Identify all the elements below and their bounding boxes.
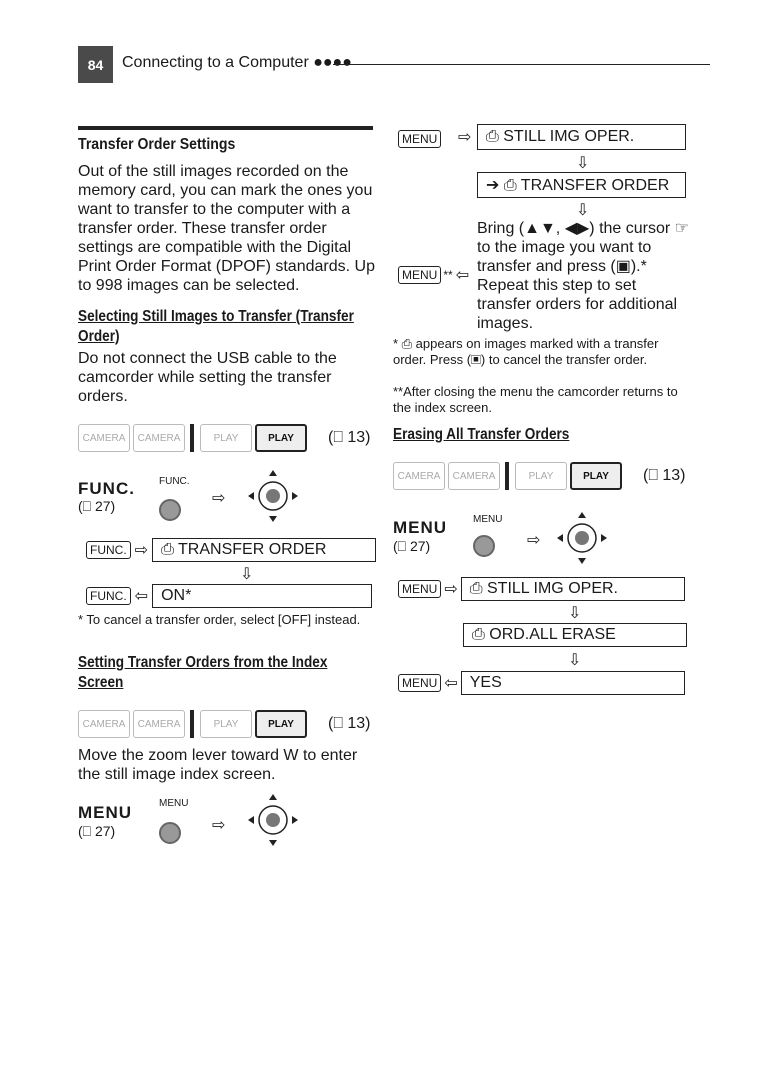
mode-play-tape: PLAY	[200, 424, 252, 452]
mode-play-tape: PLAY	[515, 462, 567, 490]
mode-play-card: PLAY	[255, 424, 307, 452]
page-ref: (⎕ 13)	[643, 467, 686, 484]
func-key: FUNC.	[86, 587, 131, 605]
mode-camera-card: CAMERA	[133, 424, 185, 452]
mode-indicator-3	[393, 462, 686, 490]
mode-play-card: PLAY	[570, 462, 622, 490]
menu-row-yes	[398, 671, 685, 695]
mode-camera-tape: CAMERA	[78, 424, 130, 452]
arrow-left-icon: ⇦	[455, 267, 470, 284]
mode-camera-tape: CAMERA	[78, 710, 130, 738]
instruction-text: Bring (▲▼, ◀▶) the cursor ☞ to the image you want to transfer and press (▣).* Repeat this step to set transfer orders for additional images.	[477, 220, 689, 332]
menu-button-icon	[473, 535, 495, 557]
menu-small-label: MENU	[473, 514, 503, 525]
menu-row-still	[398, 577, 685, 601]
arrow-down-icon: ⇩	[576, 202, 590, 219]
double-asterisk: **	[443, 268, 453, 282]
arrow-down-icon: ⇩	[568, 605, 582, 622]
transfer-order-menu-item: ⎙ TRANSFER ORDER	[152, 538, 376, 562]
mode-indicator-2	[78, 710, 371, 738]
func-label: FUNC.	[78, 479, 135, 498]
menu-ref: (⎕ 27)	[78, 823, 116, 839]
mode-camera-card: CAMERA	[133, 710, 185, 738]
menu-ref: (⎕ 27)	[393, 538, 431, 554]
arrow-down-icon: ⇩	[568, 652, 582, 669]
sub2-title-b: Screen	[78, 674, 124, 691]
joystick-icon	[247, 792, 299, 848]
mode-play-tape: PLAY	[200, 710, 252, 738]
menu-label: MENU	[78, 803, 133, 822]
still-img-oper-item-2: ⎙ STILL IMG OPER.	[461, 577, 685, 601]
arrow-right-icon: ⇨	[527, 532, 541, 549]
page-ref: (⎕ 13)	[328, 429, 371, 446]
still-img-oper-item: ⎙ STILL IMG OPER.	[477, 124, 686, 150]
menu-key: MENU	[398, 130, 441, 148]
arrow-left-icon: ⇦	[134, 588, 149, 605]
page-ref: (⎕ 13)	[328, 715, 371, 732]
mode-indicator	[78, 424, 371, 452]
header-rule	[333, 64, 710, 65]
page-number: 84	[78, 46, 113, 83]
ord-all-erase-item: ⎙ ORD.ALL ERASE	[463, 623, 687, 647]
func-key: FUNC.	[86, 541, 131, 559]
mode-play-card: PLAY	[255, 710, 307, 738]
sub1-title-a: Selecting Still Images to Transfer (Transfer	[78, 308, 354, 325]
yes-item: YES	[461, 671, 685, 695]
transfer-order-item: ➔ ⎙ TRANSFER ORDER	[477, 172, 686, 198]
func-small-label: FUNC.	[159, 476, 190, 487]
joystick-icon	[556, 510, 608, 566]
mode-camera-card: CAMERA	[448, 462, 500, 490]
arrow-right-icon: ⇨	[458, 129, 472, 146]
arrow-down-icon: ⇩	[240, 566, 254, 583]
mode-separator	[505, 462, 509, 490]
sub2-title-a: Setting Transfer Orders from the Index	[78, 654, 328, 671]
note-2: **After closing the menu the camcorder returns to the index screen.	[393, 384, 678, 415]
section-title: Transfer Order Settings	[78, 136, 236, 153]
menu-star-row	[398, 265, 469, 285]
zoom-text: Move the zoom lever toward W to enter the still image index screen.	[78, 747, 358, 783]
sub1-title-b: Order)	[78, 328, 120, 345]
sub1-text: Do not connect the USB cable to the camcorder while setting the transfer orders.	[78, 350, 337, 405]
arrow-right-icon: ⇨	[212, 490, 226, 507]
mode-separator	[190, 710, 194, 738]
menu-button-icon	[159, 822, 181, 844]
arrow-left-icon: ⇦	[444, 675, 458, 692]
note-1: * ⎙ appears on images marked with a transfer order. Press (▣) to cancel the transfer order.	[393, 336, 659, 367]
on-menu-item: ON*	[152, 584, 372, 608]
cancel-note: * To cancel a transfer order, select [OFF] instead.	[78, 612, 361, 627]
func-button-icon	[159, 499, 181, 521]
arrow-right-icon: ⇨	[134, 542, 149, 559]
menu-small-label: MENU	[159, 798, 189, 809]
arrow-down-icon: ⇩	[576, 155, 590, 172]
menu-label: MENU	[393, 518, 448, 537]
func-row-transfer	[86, 538, 376, 562]
mode-separator	[190, 424, 194, 452]
func-ref: (⎕ 27)	[78, 498, 116, 514]
arrow-right-icon: ⇨	[212, 817, 226, 834]
menu-key: MENU	[398, 580, 441, 598]
func-row-on	[86, 584, 372, 608]
section-rule	[78, 126, 373, 130]
header-title: Connecting to a Computer ●●●●	[122, 54, 352, 71]
menu-key: MENU	[398, 266, 441, 284]
arrow-right-icon: ⇨	[444, 581, 458, 598]
erase-title: Erasing All Transfer Orders	[393, 426, 570, 443]
mode-camera-tape: CAMERA	[393, 462, 445, 490]
joystick-icon	[247, 468, 299, 524]
menu-key: MENU	[398, 674, 441, 692]
intro-text: Out of the still images recorded on the memory card, you can mark the ones you want to transfer to the computer with a transfer order. These transfer order settings are compatible with the Digital Print Order Format (DPOF) standards. Up to 998 images can be selected.	[78, 163, 375, 294]
